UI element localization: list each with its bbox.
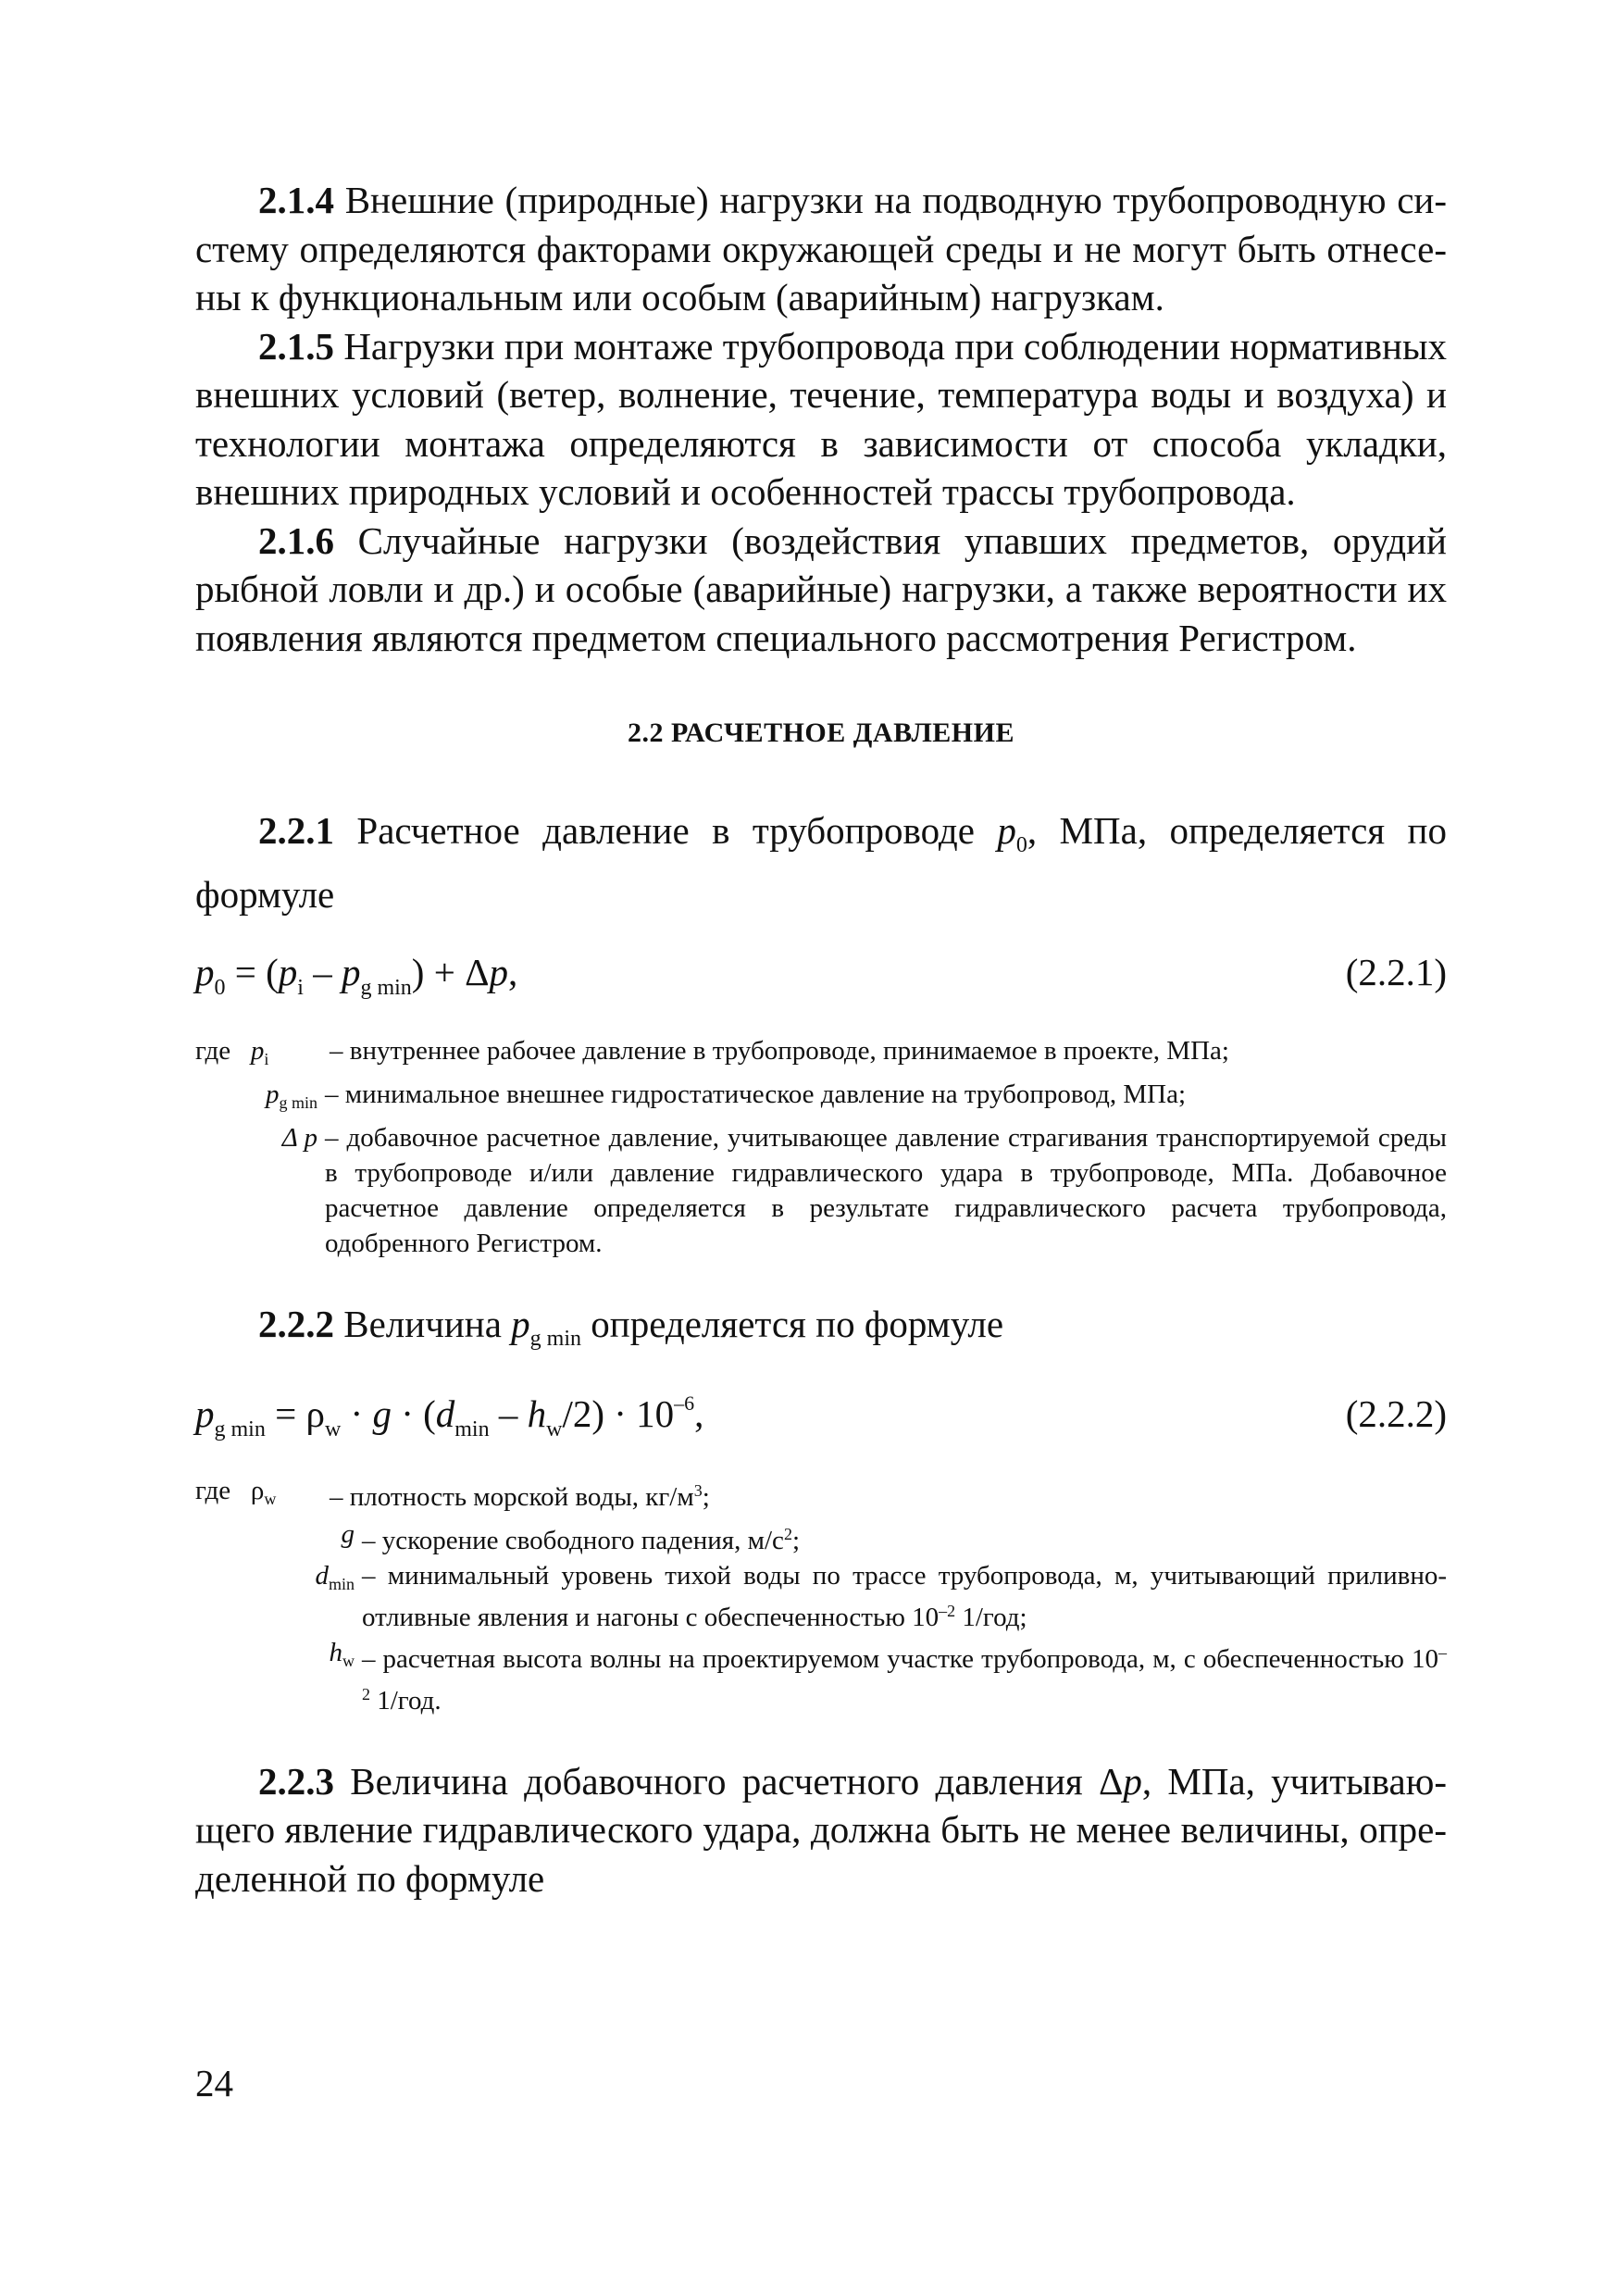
where-item: Δ p – добавочное расчетное давление, учитывающее давление страгивания транспортируемой среды в трубопроводе и/или давление гидравлического удара в трубопроводе, МПа. Добавочное расчетное давление определяется в результате гидравлического расчета трубопровода, одобренного Регистром.: [195, 1120, 1447, 1261]
where-item: где $p_i$ – внутреннее рабочее давление в трубопроводе, принимаемое в проекте, МПа;: [195, 1033, 1447, 1077]
where-text: – ускорение свободного падения, $м/с^2$;: [362, 1524, 800, 1555]
paragraph-2-2-1: [195, 806, 1447, 918]
where-lead: где: [195, 1475, 231, 1505]
where-text: – добавочное расчетное давление, учитывающее давление страгивания транспортируемой среды в трубопроводе и/или давление гидравлического удара в трубопроводе, МПа. Добавочное расчетное давление определяется в результате гидравлического расчета трубопровода, одобренного Регистром.: [325, 1123, 1447, 1259]
clause-number: 2.2.3: [258, 1759, 334, 1803]
where-text: – минимальный уровень тихой воды по трассе трубопровода, м, учитывающий приливно-отливные явления и нагоны с обеспеченностью $10^{-2}$ 1/год;: [362, 1560, 1447, 1632]
paragraph-text: Внешние (природные) нагрузки на подводную трубопроводную систему определяются факторами окружающей среды и не могут быть отнесены к функциональным или особым (аварийным) нагрузкам.: [195, 179, 1447, 318]
where-lead: где: [195, 1036, 231, 1067]
paragraph-2-1-5: [195, 322, 1447, 517]
symbol: p: [1123, 1759, 1142, 1803]
symbol: p: [511, 1303, 530, 1346]
paragraph-text: Случайные нагрузки (воздействия упавших предметов, орудий рыбной ловли и др.) и особые (аварийные) нагрузки, а также вероятности их появления являются предметом специального рассмотрения Регистром.: [195, 518, 1447, 659]
where-text: – расчетная высота волны на проектируемом участке трубопровода, м, с обеспеченностью $10^{-2}$ 1/год.: [362, 1642, 1447, 1716]
formula-number: (2.2.1): [1345, 951, 1447, 994]
paragraph-2-2-2: [195, 1300, 1447, 1364]
paragraph-text: Величина добавочного расчетного давления Δ: [334, 1759, 1124, 1803]
paragraph-text: Величина: [334, 1303, 512, 1346]
where-list-1: [195, 1033, 1447, 1261]
paragraph-text: , МПа, определяется по формуле: [195, 809, 1447, 916]
clause-number: 2.1.4: [258, 179, 334, 221]
symbol-subscript: g min: [529, 1327, 581, 1352]
where-item: g – ускорение свободного падения, $м/с^2$;: [195, 1516, 1447, 1558]
where-item: $p_{g min}$ – минимальное внешнее гидростатическое давление на трубопровод, МПа;: [195, 1077, 1447, 1120]
where-item: $d_{min}$ – минимальный уровень тихой воды по трассе трубопровода, м, учитывающий приливно-отливные явления и нагоны с обеспеченностью $10^{-2}$ 1/год;: [195, 1558, 1447, 1635]
paragraph-2-1-4: [195, 176, 1447, 322]
clause-number: 2.1.6: [258, 518, 334, 562]
where-text: – внутреннее рабочее давление в трубопроводе, принимаемое в проекте, МПа;: [330, 1036, 1229, 1067]
paragraph-text: определяется по формуле: [581, 1303, 1004, 1346]
where-text: – плотность морской воды, $кг/м^3$;: [330, 1480, 710, 1512]
formula-expression: $p_0 = (p_i - p_{g min}) + \Delta p$,: [195, 951, 518, 1001]
where-text: – минимальное внешнее гидростатическое давление на трубопровод, МПа;: [325, 1079, 1186, 1110]
paragraph-text: , МПа, учитывающего явление гидравлического удара, должна быть не менее величины, определенной по формуле: [195, 1759, 1447, 1900]
formula-number: (2.2.2): [1345, 1391, 1447, 1435]
clause-number: 2.1.5: [258, 324, 334, 368]
formula-2-2-2: [195, 1391, 1447, 1447]
page-number: 24: [195, 2062, 233, 2104]
section-heading: 2.2 РАСЧЕТНОЕ ДАВЛЕНИЕ: [627, 718, 1014, 748]
formula-expression: $p_{g min} = \rho_w \cdot g \cdot (d_{min} - h_w/2) \cdot 10^{-6}$,: [195, 1391, 704, 1441]
page-content: [195, 176, 1447, 1903]
where-list-2: [195, 1473, 1447, 1718]
where-item: $h_w$ – расчетная высота волны на проектируемом участке трубопровода, м, с обеспеченностью $10^{-2}$ 1/год.: [195, 1635, 1447, 1718]
clause-number: 2.2.2: [258, 1303, 334, 1346]
symbol: p: [997, 809, 1016, 852]
paragraph-text: Нагрузки при монтаже трубопровода при соблюдении нормативных внешних условий (ветер, волнение, течение, температура воды и воздуха) и технологии монтажа определяются в зависимости от способа укладки, внешних природных условий и особенностей трассы трубопровода.: [195, 324, 1447, 513]
paragraph-text: Расчетное давление в трубопроводе: [334, 809, 998, 852]
clause-number: 2.2.1: [258, 809, 334, 852]
where-item: где $\rho_w$ – плотность морской воды, $кг/м^3$;: [195, 1473, 1447, 1516]
paragraph-2-1-6: [195, 517, 1447, 663]
symbol-subscript: 0: [1015, 833, 1027, 858]
formula-2-2-1: [195, 950, 1447, 1005]
paragraph-2-2-3: [195, 1757, 1447, 1903]
